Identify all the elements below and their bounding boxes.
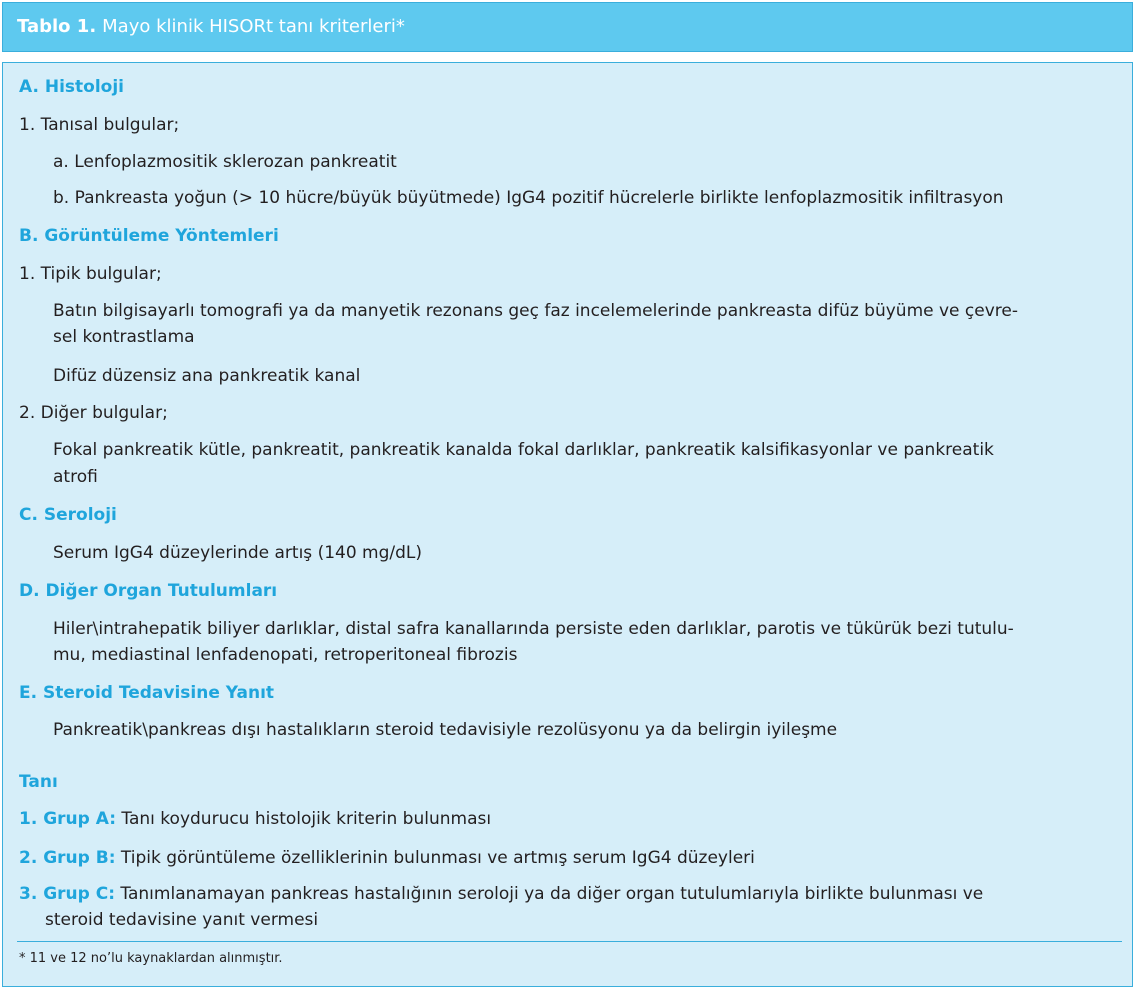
- diagnosis-group-a: [19, 808, 1132, 830]
- group-c-label: 3. Grup C:: [19, 884, 116, 904]
- section-a-item-1: 1. Tanısal bulgular;: [19, 115, 180, 135]
- diagnosis-group-b: [19, 847, 1132, 869]
- table-body: [2, 62, 1133, 987]
- group-b-text: Tipik görüntüleme özelliklerinin bulunması ve artmış serum IgG4 düzeyleri: [120, 848, 755, 868]
- section-b-item-1-text-2: Difüz düzensiz ana pankreatik kanal: [53, 366, 361, 386]
- diagnosis-group-c-line2: steroid tedavisine yanıt vermesi: [45, 910, 319, 930]
- section-b-item-1: 1. Tipik bulgular;: [19, 264, 162, 284]
- diagnosis-group-c: [19, 883, 1132, 905]
- section-d-text-line1: Hiler\intrahepatik biliyer darlıklar, distal safra kanallarında persiste eden darlıklar, parotis ve tükürük bezi tutulu-: [53, 619, 1014, 639]
- section-b-item-2-text-line2: atrofi: [53, 467, 98, 487]
- footnote: * 11 ve 12 no’lu kaynaklardan alınmıştır.: [19, 951, 283, 966]
- group-b-label: 2. Grup B:: [19, 848, 116, 868]
- table-title: Mayo klinik HISORt tanı kriterleri*: [102, 16, 405, 37]
- section-a-item-1b: b. Pankreasta yoğun (> 10 hücre/büyük büyütmede) IgG4 pozitif hücrelerle birlikte lenfoplazmositik infiltrasyon: [53, 188, 1004, 208]
- table-number: Tablo 1.: [17, 16, 97, 37]
- section-e-heading: E. Steroid Tedavisine Yanıt: [19, 683, 275, 703]
- section-a-heading: A. Histoloji: [19, 77, 124, 97]
- section-b-item-1-text-line1: Batın bilgisayarlı tomografi ya da manyetik rezonans geç faz incelemelerinde pankreasta difüz büyüme ve çevre-: [53, 301, 1018, 321]
- group-a-text: Tanı koydurucu histolojik kriterin bulunması: [121, 809, 492, 829]
- group-a-label: 1. Grup A:: [19, 809, 117, 829]
- section-d-heading: D. Diğer Organ Tutulumları: [19, 581, 278, 601]
- section-c-text: Serum IgG4 düzeylerinde artış (140 mg/dL): [53, 543, 423, 563]
- section-b-item-1-text-line2: sel kontrastlama: [53, 327, 195, 347]
- section-e-text: Pankreatik\pankreas dışı hastalıkların steroid tedavisiyle rezolüsyonu ya da belirgin iyileşme: [53, 720, 838, 740]
- footnote-divider: [17, 941, 1122, 942]
- section-b-item-2: 2. Diğer bulgular;: [19, 403, 168, 423]
- section-b-item-2-text-line1: Fokal pankreatik kütle, pankreatit, pankreatik kanalda fokal darlıklar, pankreatik kalsifikasyonlar ve pankreatik: [53, 440, 994, 460]
- table-title-bar: [2, 2, 1133, 52]
- section-b-heading: B. Görüntüleme Yöntemleri: [19, 226, 279, 246]
- section-d-text-line2: mu, mediastinal lenfadenopati, retroperitoneal fibrozis: [53, 645, 518, 665]
- group-c-text-line1: Tanımlanamayan pankreas hastalığının seroloji ya da diğer organ tutulumlarıyla birlikte bulunması ve: [120, 884, 984, 904]
- section-a-item-1a: a. Lenfoplazmositik sklerozan pankreatit: [53, 152, 397, 172]
- diagnosis-heading: Tanı: [19, 772, 58, 792]
- section-c-heading: C. Seroloji: [19, 505, 117, 525]
